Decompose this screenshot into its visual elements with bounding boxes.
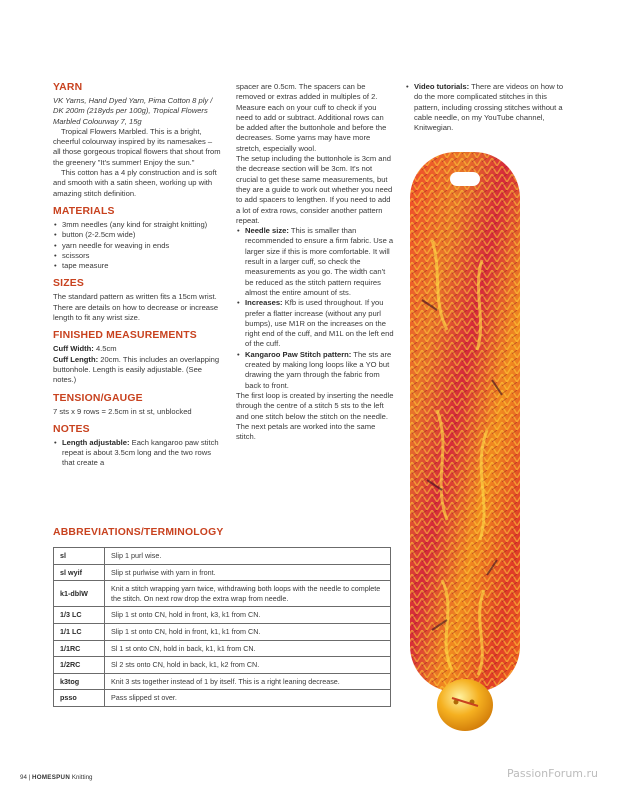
note-increases: • Increases: Kfb is used throughout. If you prefer a flatter increase (without any purl bumps), use M1R on the increases on the right end of the cuff, and M1L on the left end of the cuff.	[236, 298, 394, 349]
notes-heading: NOTES	[53, 423, 90, 435]
cuff-body	[410, 152, 520, 692]
materials-item: • button (2-2.5cm wide)	[53, 230, 221, 240]
tension-text: 7 sts x 9 rows = 2.5cm in st st, unblocked	[53, 406, 192, 416]
materials-heading: MATERIALS	[53, 205, 115, 217]
buttonhole	[450, 172, 480, 186]
watermark: PassionForum.ru	[507, 767, 598, 780]
table-row: psso Pass slipped st over.	[54, 690, 391, 707]
setup-note: The setup including the buttonhole is 3cm and the decrease section will be 3cm. It's not crucial to get these same measurements, but they are a guide to work out whether you need to add spacers to lengthen. If you need to add a lot of extra rows, consider another pattern repeat.	[236, 154, 393, 225]
note-kangaroo-paw: • Kangaroo Paw Stitch pattern: The sts are created by making long loops like a YO but drawing the yarn through the fabric from back to front.	[236, 350, 394, 391]
materials-list	[53, 220, 221, 271]
tension-heading: TENSION/GAUGE	[53, 392, 143, 404]
materials-item: • yarn needle for weaving in ends	[53, 241, 221, 251]
note-length-adjustable: • Length adjustable: Each kangaroo paw stitch repeat is about 3.5cm long and the two rows that create a	[53, 438, 221, 469]
button-icon	[437, 679, 493, 731]
materials-item: • tape measure	[53, 261, 221, 271]
table-row: 1/1RC Sl 1 st onto CN, hold in back, k1, k1 from CN.	[54, 640, 391, 657]
abbreviations-table	[53, 547, 391, 707]
notes-list-right	[405, 82, 573, 133]
table-row: sl wyif Slip st purlwise with yarn in front.	[54, 564, 391, 581]
yarn-heading: YARN	[53, 82, 83, 93]
abbreviations-heading: ABBREVIATIONS/TERMINOLOGY	[53, 527, 224, 538]
page-footer: 94 | HOMESPUN Knitting	[20, 774, 93, 781]
note-needle-size: • Needle size: This is smaller than recommended to ensure a firm fabric. Use a larger size if this is more comfortable. It will result in a larger cuff, so check the measurements as you go. The width can't be reduced as the stitch pattern requires almost the entire amount of sts.	[236, 226, 394, 298]
sizes-heading: SIZES	[53, 278, 85, 290]
page-number: 94	[20, 774, 27, 781]
table-row: 1/1 LC Slip 1 st onto CN, hold in front, k1, k1 from CN.	[54, 623, 391, 640]
right-column	[405, 82, 573, 133]
table-row: k1-dblW Knit a stitch wrapping yarn twice, withdrawing both loops with the needle to complete the stitch. On next row drop the extra wrap from needle.	[54, 581, 391, 607]
first-loop-note: The first loop is created by inserting the needle through the centre of a stitch 5 sts to the left and one stitch below the stitch on the needle. The next petals are worked into the same stitch.	[236, 390, 394, 442]
magazine-section: Knitting	[70, 774, 93, 781]
knitted-cuff-image	[402, 150, 528, 735]
magazine-brand: HOMESPUN	[31, 774, 71, 781]
finished-measurements-heading: FINISHED MEASUREMENTS	[53, 330, 197, 342]
yarn-spec: VK Yarns, Hand Dyed Yarn, Pima Cotton 8 ply / DK 200m (218yds per 100g), Tropical Flowers Marbled Colourway 7, 15g	[53, 96, 213, 126]
table-row: sl Slip 1 purl wise.	[54, 548, 391, 565]
middle-column	[236, 82, 394, 442]
notes-list	[53, 438, 221, 469]
sizes-text: The standard pattern as written fits a 15cm wrist. There are details on how to decrease or increase length to fit any wrist size.	[53, 292, 219, 323]
table-row: 1/3 LC Slip 1 st onto CN, hold in front, k3, k1 from CN.	[54, 607, 391, 624]
spacer-note: spacer are 0.5cm. The spacers can be removed or extras added in multiples of 2. Measure each on your cuff to check if you need to add or subtract. Additional rows can be added after the buttonhole and before the decreases. Some yarns may have more stretch, especially wool.	[236, 82, 387, 153]
cuff-width: Cuff Width: 4.5cm	[53, 344, 117, 354]
table-row: 1/2RC Sl 2 sts onto CN, hold in back, k1, k2 from CN.	[54, 657, 391, 674]
notes-list-continued	[236, 226, 394, 391]
materials-item: • 3mm needles (any kind for straight knitting)	[53, 220, 221, 230]
yarn-fibre-note: This cotton has a 4 ply construction and is soft and smooth with a satin sheen, working up with amazing stitch definition.	[53, 168, 217, 198]
left-column	[53, 82, 221, 469]
note-video-tutorials: • Video tutorials: There are videos on how to do the more complicated stitches in this pattern, including crossing stitches without a cable needle, on my YouTube channel, Knitwegian.	[405, 82, 573, 133]
cuff-length: Cuff Length: 20cm. This includes an overlapping buttonhole. Length is easily adjustable. (See notes.)	[53, 354, 220, 385]
materials-item: • scissors	[53, 251, 221, 261]
table-row: k3tog Knit 3 sts together instead of 1 by itself. This is a right leaning decrease.	[54, 673, 391, 690]
yarn-description: Tropical Flowers Marbled. This is a bright, cheerful colourway inspired by its namesakes – all those gorgeous tropical flowers that shout from the greenery "It's summer! Enjoy the sun."	[53, 126, 221, 167]
